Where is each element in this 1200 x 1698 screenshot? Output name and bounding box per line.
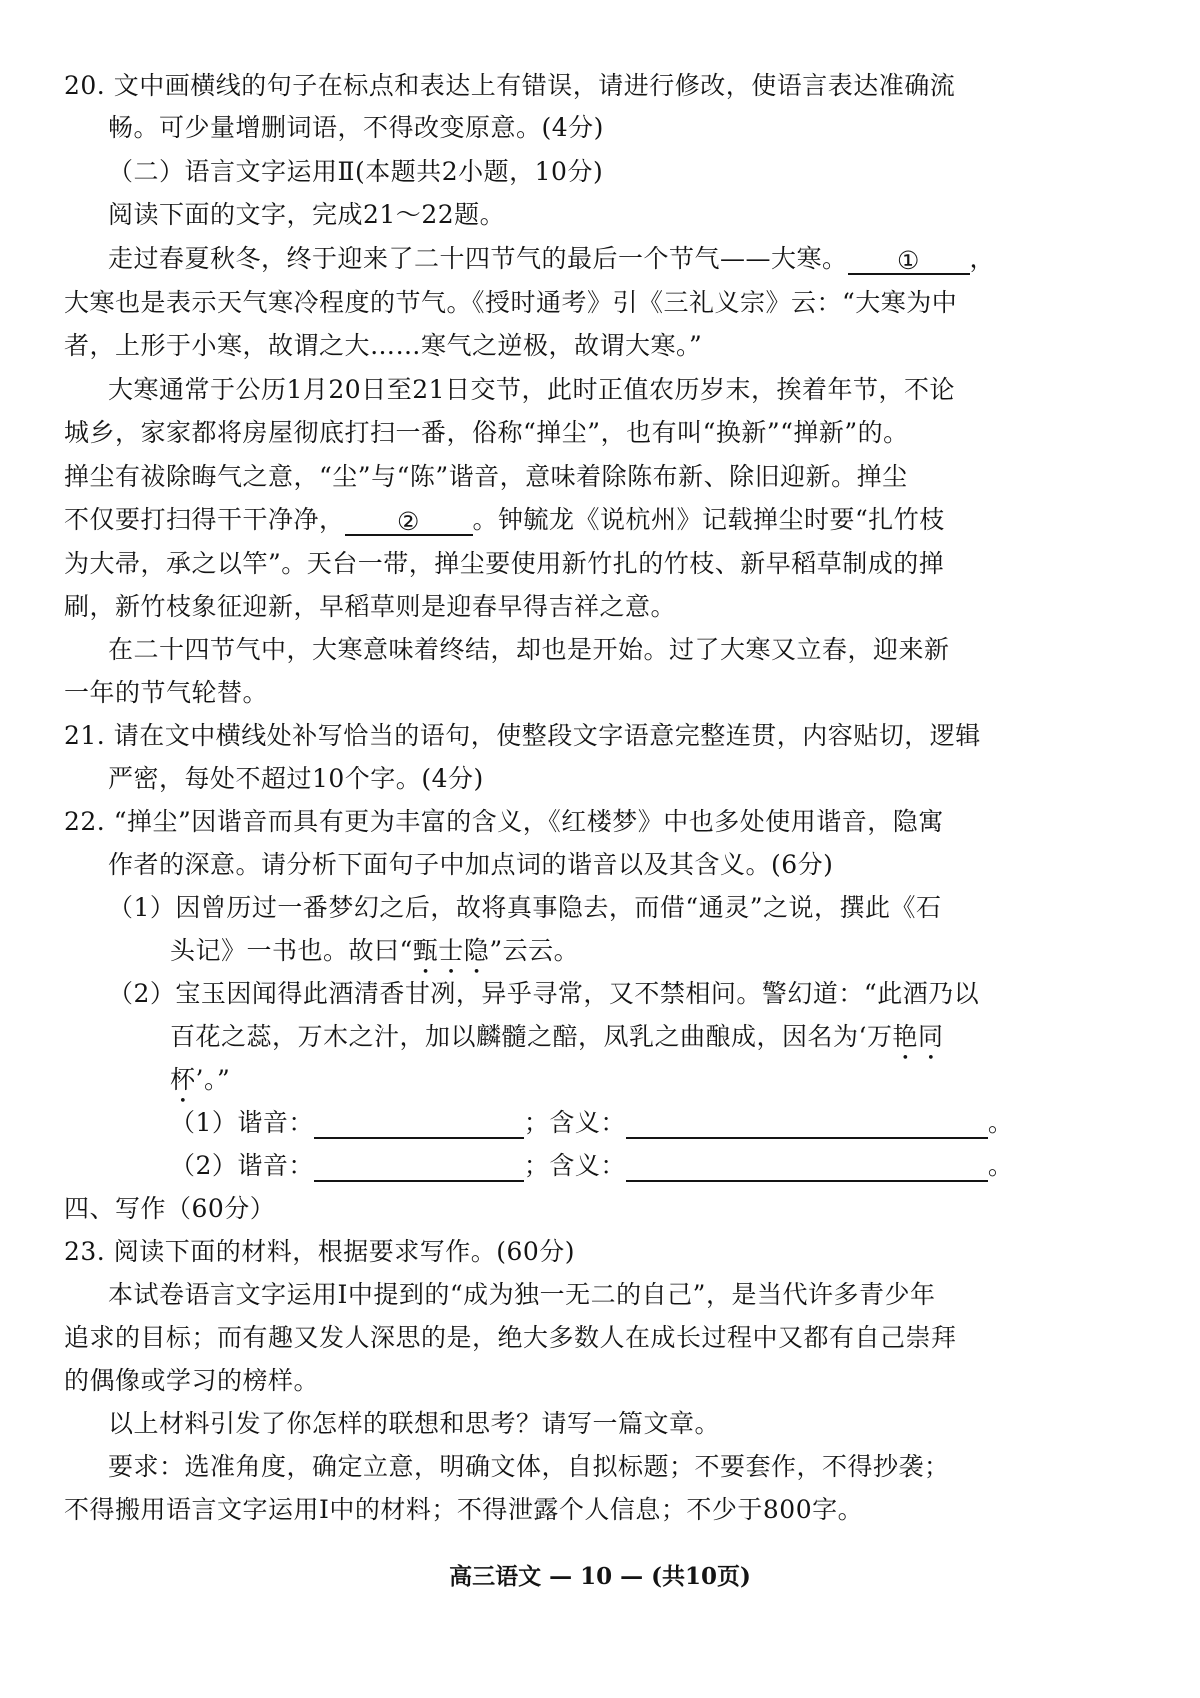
sentence-text: ”云云。 — [489, 936, 580, 965]
blank-1-marker: ① — [897, 246, 920, 275]
blank-2-marker: ② — [397, 507, 420, 536]
answer-1-homophone-field[interactable] — [314, 1109, 524, 1139]
passage-p1-line-3: 者，上形于小寒，故谓之大……寒气之逆极，故谓大寒。” — [64, 331, 703, 360]
q23-prompt: 以上材料引发了你怎样的联想和思考？请写一篇文章。 — [108, 1409, 721, 1438]
q23-material-line-1: 本试卷语言文字运用Ⅰ中提到的“成为独一无二的自己”，是当代许多青少年 — [108, 1280, 936, 1309]
passage-p3-line-2: 一年的节气轮替。 — [64, 678, 269, 707]
passage-text: ， — [969, 244, 996, 273]
passage-p2-line-1: 大寒通常于公历1月20日至21日交节，此时正值农历岁末，挨着年节，不论 — [108, 375, 956, 404]
passage-p2-line-2: 城乡，家家都将房屋彻底打扫一番，俗称“掸尘”，也有叫“换新”“掸新”的。 — [64, 418, 909, 447]
passage-p3-line-1: 在二十四节气中，大寒意味着终结，却也是开始。过了大寒又立春，迎来新 — [108, 635, 950, 664]
q22-sentence-1-line-2 — [170, 935, 579, 980]
answer-label: （2）谐音： — [170, 1151, 314, 1180]
sentence-text: 百花之蕊，万木之汁，加以麟髓之醅，凤乳之曲酿成，因名为‘万 — [170, 1022, 893, 1051]
section-4-header: 四、写作（60分） — [64, 1194, 276, 1223]
passage-p2-line-3: 掸尘有祓除晦气之意，“尘”与“陈”谐音，意味着除陈布新、除旧迎新。掸尘 — [64, 462, 908, 491]
section-2-intro: 阅读下面的文字，完成21～22题。 — [108, 200, 506, 229]
blank-2[interactable] — [345, 506, 473, 536]
dotted-word-zhen-shi-yin: 甄士隐 — [412, 936, 490, 965]
answer-2-meaning-field[interactable] — [626, 1152, 988, 1182]
dotted-word-yan-tong: 艳同 — [892, 1022, 944, 1051]
passage-p2-line-5: 为大帚，承之以竿”。天台一带，掸尘要使用新竹扎的竹枝、新早稻草制成的掸 — [64, 549, 945, 578]
passage-p1-line-2: 大寒也是表示天气寒冷程度的节气。《授时通考》引《三礼义宗》云：“大寒为中 — [64, 288, 958, 317]
q22-sentence-2-line-3 — [170, 1064, 230, 1109]
q21-line-1: 21. 请在文中横线处补写恰当的语句，使整段文字语意完整连贯，内容贴切，逻辑 — [64, 721, 981, 750]
q22-sentence-2-line-1: （2）宝玉因闻得此酒清香甘冽，异乎寻常，又不禁相问。警幻道：“此酒乃以 — [108, 979, 980, 1008]
blank-1[interactable] — [848, 245, 970, 275]
q23-requirements-line-2: 不得搬用语言文字运用Ⅰ中的材料；不得泄露个人信息；不少于800字。 — [64, 1495, 864, 1524]
answer-label: ；含义： — [523, 1151, 626, 1180]
q22-sentence-1-line-1: （1）因曾历过一番梦幻之后，故将真事隐去，而借“通灵”之说，撰此《石 — [108, 893, 942, 922]
passage-text: 。钟毓龙《说杭州》记载掸尘时要“扎竹枝 — [472, 505, 945, 534]
q22-sentence-2-line-2 — [170, 1021, 943, 1066]
q23-material-line-3: 的偶像或学习的榜样。 — [64, 1366, 320, 1395]
q20-line-2: 畅。可少量增删词语，不得改变原意。(4分) — [108, 113, 604, 142]
q21-line-2: 严密，每处不超过10个字。(4分) — [108, 764, 484, 793]
passage-text: 不仅要打扫得干干净净， — [64, 505, 345, 534]
sentence-text: ’。” — [195, 1065, 231, 1094]
answer-label: （1）谐音： — [170, 1108, 314, 1137]
passage-p1-line-1 — [108, 243, 995, 275]
sentence-text: 头记》一书也。故曰“ — [170, 936, 413, 965]
passage-text: 走过春夏秋冬，终于迎来了二十四节气的最后一个节气——大寒。 — [108, 244, 848, 273]
dotted-word-bei: 杯 — [170, 1065, 196, 1094]
answer-end: 。 — [987, 1108, 1014, 1137]
q20-line-1: 20. 文中画横线的句子在标点和表达上有错误，请进行修改，使语言表达准确流 — [64, 71, 956, 100]
q23-material-line-2: 追求的目标；而有趣又发人深思的是，绝大多数人在成长过程中又都有自己崇拜 — [64, 1323, 957, 1352]
q23-requirements-line-1: 要求：选准角度，确定立意，明确文体，自拟标题；不要套作，不得抄袭； — [108, 1452, 950, 1481]
passage-p2-line-6: 刷，新竹枝象征迎新，早稻草则是迎春早得吉祥之意。 — [64, 592, 677, 621]
q22-answer-2 — [170, 1150, 1013, 1182]
answer-end: 。 — [987, 1151, 1014, 1180]
answer-1-meaning-field[interactable] — [626, 1109, 988, 1139]
q23-line-1: 23. 阅读下面的材料，根据要求写作。(60分) — [64, 1237, 576, 1266]
q22-answer-1 — [170, 1107, 1013, 1139]
section-2-header: （二）语言文字运用Ⅱ(本题共2小题，10分) — [108, 157, 604, 186]
answer-2-homophone-field[interactable] — [314, 1152, 524, 1182]
answer-label: ；含义： — [523, 1108, 626, 1137]
q22-line-1: 22. “掸尘”因谐音而具有更为丰富的含义，《红楼梦》中也多处使用谐音，隐寓 — [64, 807, 944, 836]
passage-p2-line-4 — [64, 504, 945, 536]
q22-line-2: 作者的深意。请分析下面句子中加点词的谐音以及其含义。(6分) — [108, 850, 834, 879]
page-footer: 高三语文 — 10 — (共10页) — [449, 1563, 751, 1590]
